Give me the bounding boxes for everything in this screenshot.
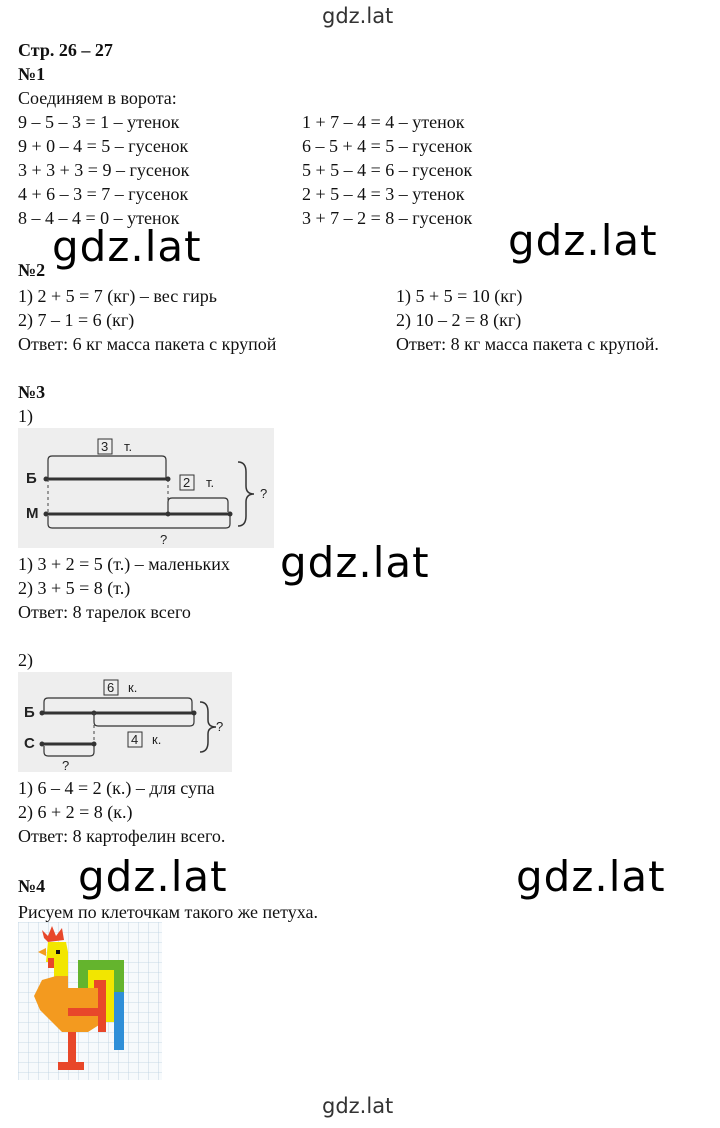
task1-left-line: 9 – 5 – 3 = 1 – утенок xyxy=(18,112,180,132)
watermark-big: gdz.lat xyxy=(516,852,666,901)
row-label-b: Б xyxy=(26,470,37,487)
watermark-top: gdz.lat xyxy=(322,4,394,28)
task3-title: №3 xyxy=(18,382,46,402)
task2-right-line: Ответ: 8 кг масса пакета с крупой. xyxy=(396,334,659,354)
top-unit: к. xyxy=(128,680,138,695)
task3-part2-line: 1) 6 – 4 = 2 (к.) – для супа xyxy=(18,778,215,798)
task2-title: №2 xyxy=(18,260,46,280)
task3-part1-label: 1) xyxy=(18,406,33,426)
top-unit: т. xyxy=(124,439,133,454)
watermark-big: gdz.lat xyxy=(280,538,430,587)
task1-left-line: 9 + 0 – 4 = 5 – гусенок xyxy=(18,136,189,156)
mid-value: 2 xyxy=(183,475,191,490)
page-title: Стр. 26 – 27 xyxy=(18,40,113,60)
task3-part2-label: 2) xyxy=(18,650,33,670)
brace-question: ? xyxy=(260,486,268,501)
task3-part2-line: Ответ: 8 картофелин всего. xyxy=(18,826,226,846)
task1-right-line: 5 + 5 – 4 = 6 – гусенок xyxy=(302,160,473,180)
watermark-big: gdz.lat xyxy=(508,216,658,265)
row-label-m: М xyxy=(26,505,39,522)
task3-part2-line: 2) 6 + 2 = 8 (к.) xyxy=(18,802,133,822)
task1-right-line: 6 – 5 + 4 = 5 – гусенок xyxy=(302,136,473,156)
task1-left-line: 4 + 6 – 3 = 7 – гусенок xyxy=(18,184,189,204)
task3-part1-line: 2) 3 + 5 = 8 (т.) xyxy=(18,578,131,598)
mid-unit: к. xyxy=(152,732,162,747)
task3-part1-line: Ответ: 8 тарелок всего xyxy=(18,602,191,622)
task1-intro: Соединяем в ворота: xyxy=(18,88,177,108)
top-value: 6 xyxy=(107,680,115,695)
task4-text: Рисуем по клеточкам такого же петуха. xyxy=(18,902,318,922)
segment-diagram-2 xyxy=(18,672,232,772)
watermark-big: gdz.lat xyxy=(78,852,228,901)
task1-left-line: 8 – 4 – 4 = 0 – утенок xyxy=(18,208,180,228)
mid-value: 4 xyxy=(131,732,139,747)
mid-unit: т. xyxy=(206,475,215,490)
task1-right-line: 2 + 5 – 4 = 3 – утенок xyxy=(302,184,465,204)
task1-title: №1 xyxy=(18,64,46,84)
task2-left-line: Ответ: 6 кг масса пакета с крупой xyxy=(18,334,277,354)
task2-right-line: 2) 10 – 2 = 8 (кг) xyxy=(396,310,522,330)
watermark-bottom: gdz.lat xyxy=(322,1094,394,1118)
row-label-s: С xyxy=(24,735,35,752)
row-label-b: Б xyxy=(24,704,35,721)
bottom-question: ? xyxy=(160,532,168,547)
rooster-drawing xyxy=(18,922,162,1080)
task3-part1-line: 1) 3 + 2 = 5 (т.) – маленьких xyxy=(18,554,230,574)
rooster-grid-picture xyxy=(18,922,162,1080)
task2-right-line: 1) 5 + 5 = 10 (кг) xyxy=(396,286,523,306)
top-value: 3 xyxy=(101,439,109,454)
task2-left-line: 1) 2 + 5 = 7 (кг) – вес гирь xyxy=(18,286,217,306)
task1-right-line: 3 + 7 – 2 = 8 – гусенок xyxy=(302,208,473,228)
watermark-big: gdz.lat xyxy=(52,222,202,271)
task1-left-line: 3 + 3 + 3 = 9 – гусенок xyxy=(18,160,190,180)
task1-right-line: 1 + 7 – 4 = 4 – утенок xyxy=(302,112,465,132)
brace-question: ? xyxy=(216,719,224,734)
task4-title: №4 xyxy=(18,876,46,896)
task2-left-line: 2) 7 – 1 = 6 (кг) xyxy=(18,310,135,330)
segment-diagram-1 xyxy=(18,428,274,548)
bottom-question: ? xyxy=(62,758,70,772)
